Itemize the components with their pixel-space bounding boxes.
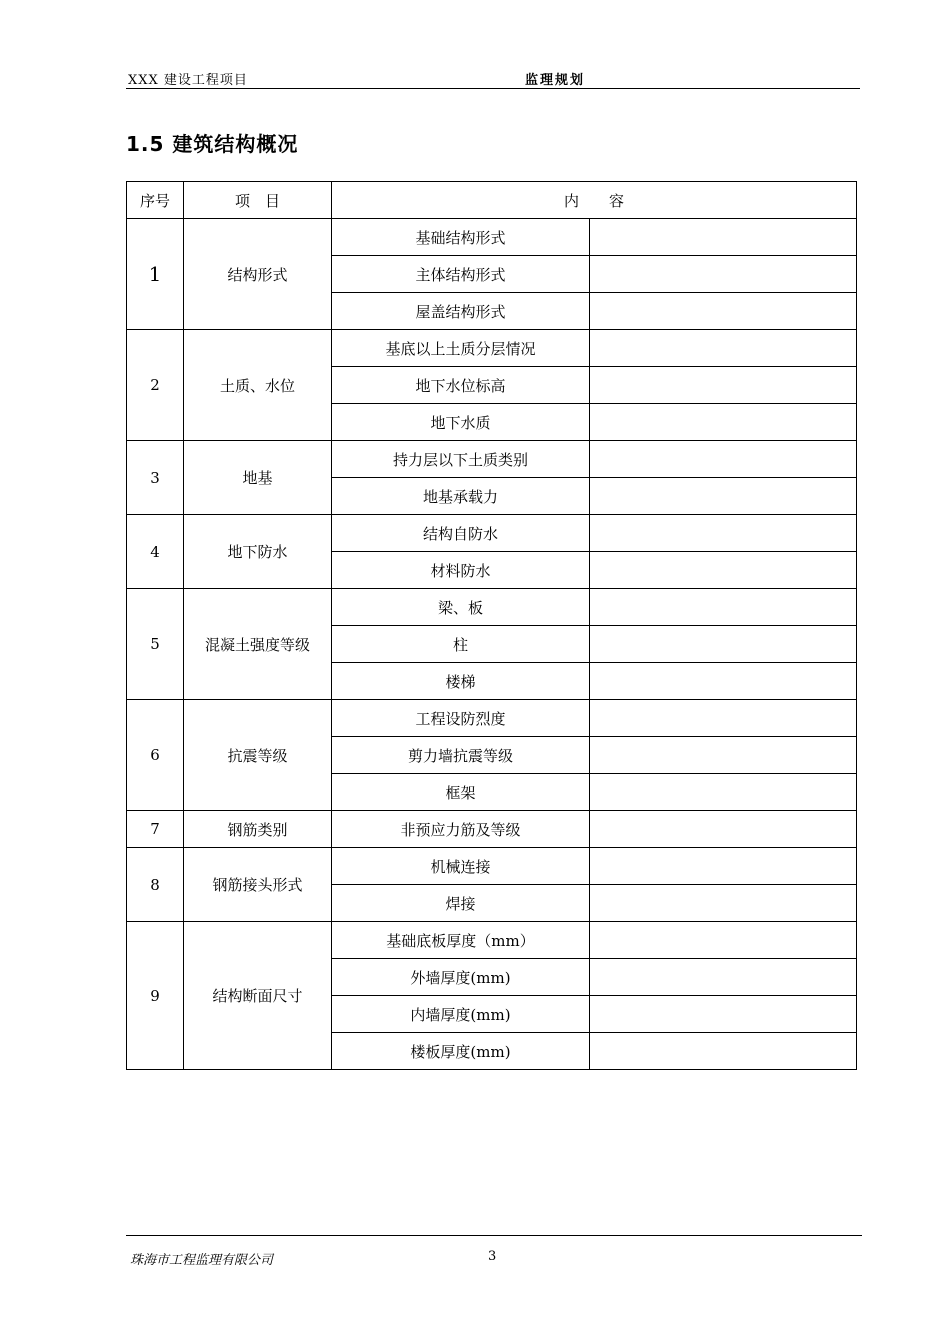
row-content: 机械连接: [332, 848, 590, 885]
row-value-cell: [590, 774, 857, 811]
table-row: [127, 219, 857, 256]
row-value-cell: [590, 515, 857, 552]
header-content: 内 容: [332, 182, 857, 219]
row-value-cell: [590, 996, 857, 1033]
table-row: [127, 515, 857, 552]
row-content: 楼板厚度(mm): [332, 1033, 590, 1070]
table-row: [127, 811, 857, 848]
row-value-cell: [590, 367, 857, 404]
header-doc-type: 监理规划: [525, 73, 586, 88]
row-item: 钢筋接头形式: [184, 848, 332, 922]
structure-overview-table: [126, 181, 857, 1070]
table-row: [127, 922, 857, 959]
row-content: 地基承载力: [332, 478, 590, 515]
row-content: 主体结构形式: [332, 256, 590, 293]
row-item: 土质、水位: [184, 330, 332, 441]
row-content: 基础结构形式: [332, 219, 590, 256]
row-content: 框架: [332, 774, 590, 811]
table-header-row: [127, 182, 857, 219]
row-content: 基底以上土质分层情况: [332, 330, 590, 367]
row-number: 8: [127, 848, 184, 922]
row-value-cell: [590, 848, 857, 885]
row-value-cell: [590, 663, 857, 700]
table-row: [127, 330, 857, 367]
row-number: 3: [127, 441, 184, 515]
row-item: 地基: [184, 441, 332, 515]
row-value-cell: [590, 256, 857, 293]
table-row: [127, 848, 857, 885]
footer-company: 珠海市工程监理有限公司: [130, 1253, 274, 1268]
row-item: 地下防水: [184, 515, 332, 589]
row-content: 外墙厚度(mm): [332, 959, 590, 996]
row-value-cell: [590, 478, 857, 515]
header-no: 序号: [127, 182, 184, 219]
row-content: 非预应力筋及等级: [332, 811, 590, 848]
row-content: 基础底板厚度（mm）: [332, 922, 590, 959]
header-project: XXX 建设工程项目: [128, 73, 248, 88]
row-content: 楼梯: [332, 663, 590, 700]
row-value-cell: [590, 626, 857, 663]
row-content: 剪力墙抗震等级: [332, 737, 590, 774]
row-content: 焊接: [332, 885, 590, 922]
row-value-cell: [590, 404, 857, 441]
row-value-cell: [590, 552, 857, 589]
section-title: 1.5 建筑结构概况: [126, 132, 299, 156]
table-row: [127, 441, 857, 478]
row-value-cell: [590, 293, 857, 330]
row-value-cell: [590, 1033, 857, 1070]
row-value-cell: [590, 737, 857, 774]
row-number: 6: [127, 700, 184, 811]
row-value-cell: [590, 885, 857, 922]
row-number: 7: [127, 811, 184, 848]
row-number: 9: [127, 922, 184, 1070]
row-number: 2: [127, 330, 184, 441]
row-item: 混凝土强度等级: [184, 589, 332, 700]
footer-page-number: 3: [488, 1249, 497, 1264]
row-content: 持力层以下土质类别: [332, 441, 590, 478]
row-content: 地下水质: [332, 404, 590, 441]
table-row: [127, 589, 857, 626]
row-value-cell: [590, 441, 857, 478]
row-item: 结构形式: [184, 219, 332, 330]
row-value-cell: [590, 700, 857, 737]
header-item: 项 目: [184, 182, 332, 219]
row-number: 1: [127, 219, 184, 330]
row-value-cell: [590, 219, 857, 256]
row-content: 屋盖结构形式: [332, 293, 590, 330]
page-header: [126, 66, 860, 89]
table-row: [127, 700, 857, 737]
row-value-cell: [590, 330, 857, 367]
row-value-cell: [590, 589, 857, 626]
table-body: [127, 219, 857, 1070]
row-item: 结构断面尺寸: [184, 922, 332, 1070]
footer-divider: [126, 1235, 862, 1236]
row-content: 内墙厚度(mm): [332, 996, 590, 1033]
row-item: 钢筋类别: [184, 811, 332, 848]
row-content: 梁、板: [332, 589, 590, 626]
row-item: 抗震等级: [184, 700, 332, 811]
row-number: 4: [127, 515, 184, 589]
row-number: 5: [127, 589, 184, 700]
row-content: 材料防水: [332, 552, 590, 589]
row-value-cell: [590, 959, 857, 996]
row-content: 结构自防水: [332, 515, 590, 552]
row-value-cell: [590, 922, 857, 959]
row-content: 地下水位标高: [332, 367, 590, 404]
row-content: 柱: [332, 626, 590, 663]
row-value-cell: [590, 811, 857, 848]
row-content: 工程设防烈度: [332, 700, 590, 737]
